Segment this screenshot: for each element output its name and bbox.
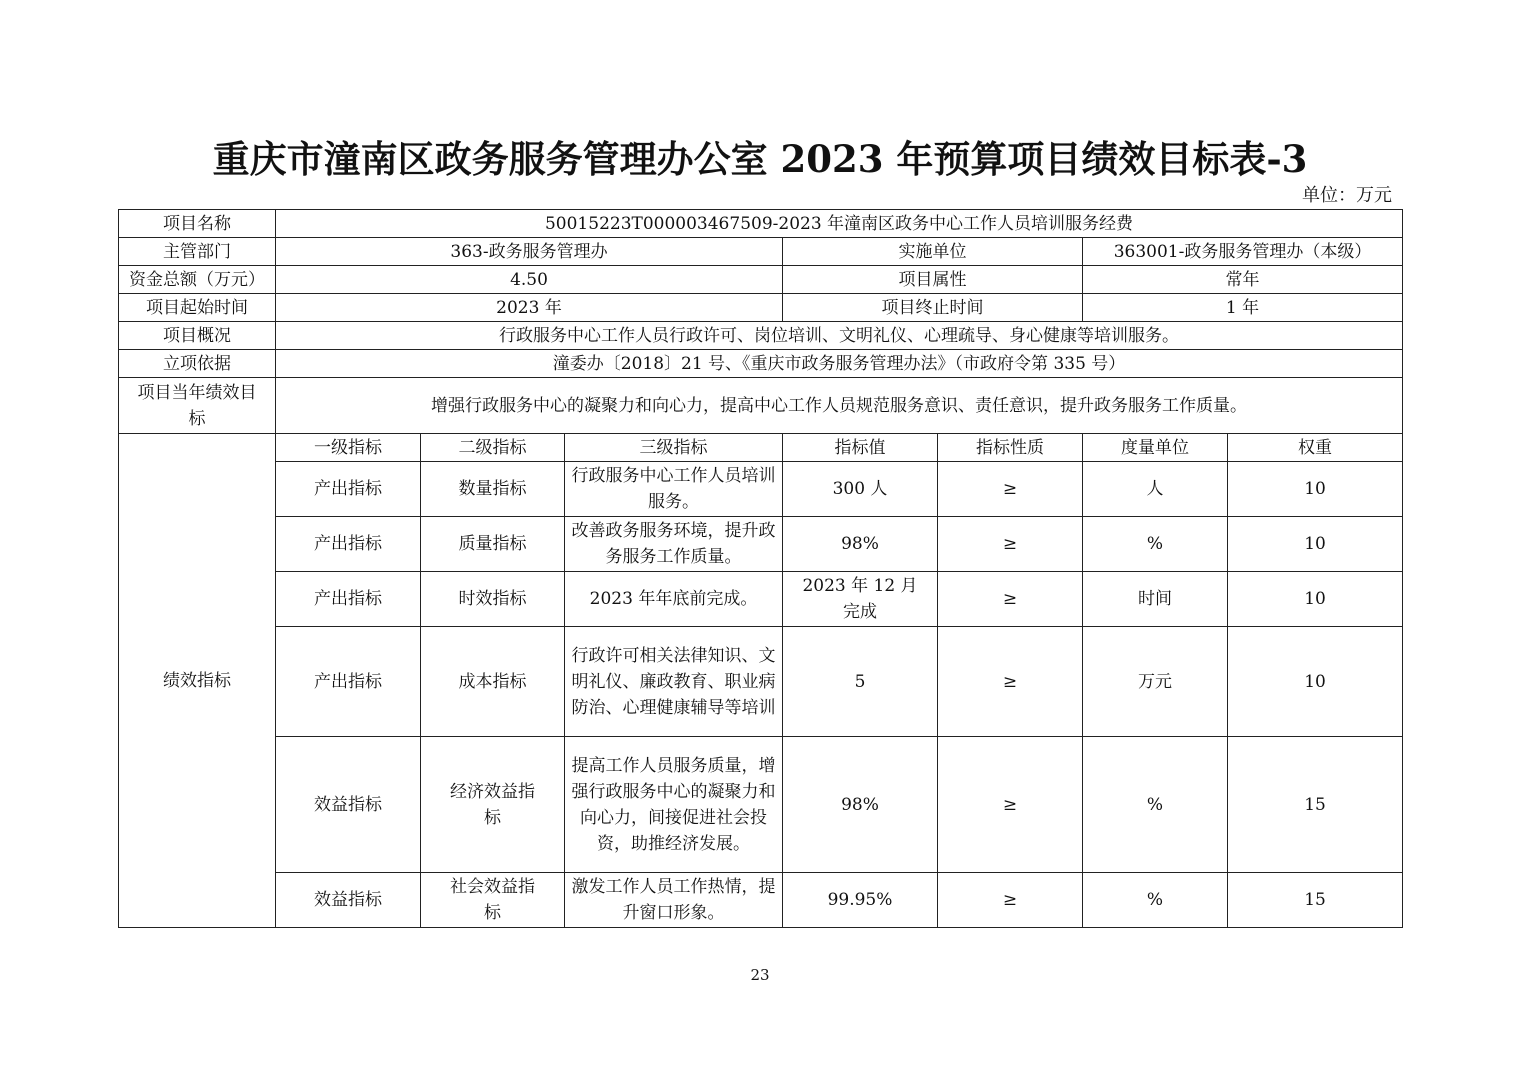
indicator-value: 98% xyxy=(783,517,938,572)
header-l1: 一级指标 xyxy=(276,434,421,462)
l2-indicator: 社会效益指标 xyxy=(421,873,565,928)
l3-indicator: 提高工作人员服务质量，增强行政服务中心的凝聚力和向心力，间接促进社会投资，助推经济发展。 xyxy=(565,737,783,873)
indicator-weight: 10 xyxy=(1228,627,1403,737)
unit-label: 单位：万元 xyxy=(1302,185,1392,206)
indicator-weight: 10 xyxy=(1228,462,1403,517)
start-value: 2023 年 xyxy=(276,294,783,322)
basis-label: 立项依据 xyxy=(119,350,276,378)
indicator-weight: 10 xyxy=(1228,517,1403,572)
table-row xyxy=(119,873,1403,928)
indicator-unit: 时间 xyxy=(1083,572,1228,627)
indicator-nature: ≥ xyxy=(938,517,1083,572)
l1-indicator: 产出指标 xyxy=(276,572,421,627)
overview-label: 项目概况 xyxy=(119,322,276,350)
table-row xyxy=(119,737,1403,873)
end-label: 项目终止时间 xyxy=(783,294,1083,322)
l1-indicator: 效益指标 xyxy=(276,873,421,928)
indicator-unit: % xyxy=(1083,737,1228,873)
indicator-nature: ≥ xyxy=(938,737,1083,873)
l2-indicator: 经济效益指标 xyxy=(421,737,565,873)
header-l3: 三级指标 xyxy=(565,434,783,462)
indicator-weight: 15 xyxy=(1228,737,1403,873)
indicator-value: 300 人 xyxy=(783,462,938,517)
l2-indicator: 数量指标 xyxy=(421,462,565,517)
l3-indicator: 行政许可相关法律知识、文明礼仪、廉政教育、职业病防治、心理健康辅导等培训 xyxy=(565,627,783,737)
row-basis xyxy=(119,350,1403,378)
page-number: 23 xyxy=(750,966,770,984)
overview-value: 行政服务中心工作人员行政许可、岗位培训、文明礼仪、心理疏导、身心健康等培训服务。 xyxy=(276,322,1403,350)
dept-value: 363-政务服务管理办 xyxy=(276,238,783,266)
end-value: 1 年 xyxy=(1083,294,1403,322)
indicator-unit: 人 xyxy=(1083,462,1228,517)
dept-label: 主管部门 xyxy=(119,238,276,266)
attr-label: 项目属性 xyxy=(783,266,1083,294)
basis-value: 潼委办〔2018〕21 号、《重庆市政务服务管理办法》（市政府令第 335 号） xyxy=(276,350,1403,378)
row-time xyxy=(119,294,1403,322)
header-l2: 二级指标 xyxy=(421,434,565,462)
indicator-value: 99.95% xyxy=(783,873,938,928)
indicator-unit: % xyxy=(1083,873,1228,928)
l2-indicator: 质量指标 xyxy=(421,517,565,572)
header-unit: 度量单位 xyxy=(1083,434,1228,462)
indicator-unit: % xyxy=(1083,517,1228,572)
l3-indicator: 改善政务服务环境，提升政务服务工作质量。 xyxy=(565,517,783,572)
l1-indicator: 效益指标 xyxy=(276,737,421,873)
l1-indicator: 产出指标 xyxy=(276,517,421,572)
row-project-name xyxy=(119,210,1403,238)
table-row xyxy=(119,517,1403,572)
indicator-nature: ≥ xyxy=(938,462,1083,517)
table-row xyxy=(119,572,1403,627)
indicator-weight: 15 xyxy=(1228,873,1403,928)
row-fund xyxy=(119,266,1403,294)
project-name-label: 项目名称 xyxy=(119,210,276,238)
goal-value: 增强行政服务中心的凝聚力和向心力，提高中心工作人员规范服务意识、责任意识，提升政务服务工作质量。 xyxy=(276,378,1403,434)
l2-indicator: 成本指标 xyxy=(421,627,565,737)
indicator-nature: ≥ xyxy=(938,873,1083,928)
page-title: 重庆市潼南区政务服务管理办公室 2023 年预算项目绩效目标表-3 xyxy=(212,137,1308,181)
indicator-nature: ≥ xyxy=(938,627,1083,737)
indicator-value: 98% xyxy=(783,737,938,873)
impl-value: 363001-政务服务管理办（本级） xyxy=(1083,238,1403,266)
perf-label: 绩效指标 xyxy=(119,434,276,928)
header-value: 指标值 xyxy=(783,434,938,462)
indicator-nature: ≥ xyxy=(938,572,1083,627)
start-label: 项目起始时间 xyxy=(119,294,276,322)
fund-value: 4.50 xyxy=(276,266,783,294)
table-row xyxy=(119,462,1403,517)
header-weight: 权重 xyxy=(1228,434,1403,462)
row-overview xyxy=(119,322,1403,350)
row-dept xyxy=(119,238,1403,266)
l1-indicator: 产出指标 xyxy=(276,462,421,517)
indicator-value: 2023 年 12 月完成 xyxy=(783,572,938,627)
project-name-value: 50015223T000003467509-2023 年潼南区政务中心工作人员培训服务经费 xyxy=(276,210,1403,238)
l3-indicator: 行政服务中心工作人员培训服务。 xyxy=(565,462,783,517)
l3-indicator: 激发工作人员工作热情，提升窗口形象。 xyxy=(565,873,783,928)
indicator-weight: 10 xyxy=(1228,572,1403,627)
indicator-value: 5 xyxy=(783,627,938,737)
fund-label: 资金总额（万元） xyxy=(119,266,276,294)
impl-label: 实施单位 xyxy=(783,238,1083,266)
header-nature: 指标性质 xyxy=(938,434,1083,462)
performance-table xyxy=(118,209,1403,928)
attr-value: 常年 xyxy=(1083,266,1403,294)
l2-indicator: 时效指标 xyxy=(421,572,565,627)
table-row xyxy=(119,627,1403,737)
row-goal xyxy=(119,378,1403,434)
indicator-unit: 万元 xyxy=(1083,627,1228,737)
l3-indicator: 2023 年年底前完成。 xyxy=(565,572,783,627)
goal-label: 项目当年绩效目标 xyxy=(119,378,276,434)
perf-header-row xyxy=(119,434,1403,462)
l1-indicator: 产出指标 xyxy=(276,627,421,737)
